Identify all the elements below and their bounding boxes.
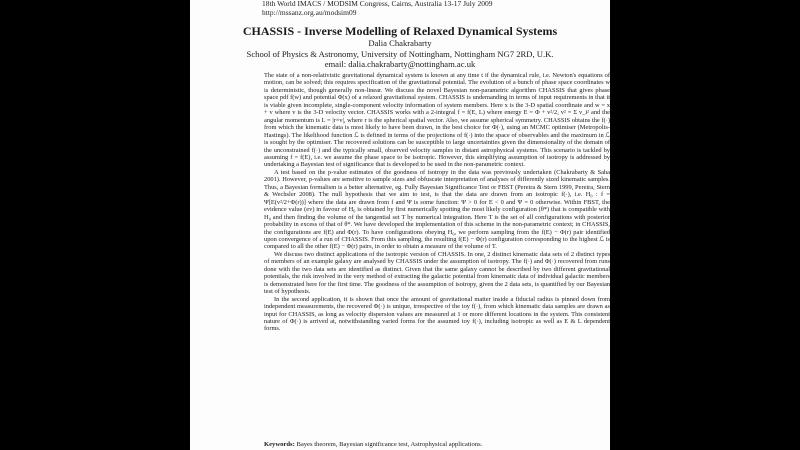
paragraph-1: The state of a non-relativistic gravitational dynamical system is known at any time t if the dynamical rule, i.e. Newton's equations of motion, can be solved; this requires specification of the gravitational potential. The evolution of a bunch of phase space coordinates w is deterministic, though generally non-linear. We discuss the novel Bayesian non-parametric algorithm CHASSIS that gives phase space pdf f(w) and potential Φ(x) of a relaxed gravitational system. CHASSIS is undemanding in terms of input requirements in that it is viable given incomplete, single-component velocity information of system members. Here x is the 3-D spatial coordinate and w = x + v where v is the 3-D velocity vector. CHASSIS works with a 2-integral f = f(E, L) where energy E = Φ + v²/2, v² = Σ v_i² and the angular momentum is L = |r×v|, where r is the spherical spatial vector. Also, we assume spherical symmetry. CHASSIS obtains the f(·) from which the kinematic data is most likely to have been drawn, in the best choice for Φ(·), using an MCMC optimiser (Metropolis-Hastings). The likelihood function ℒ is defined in terms of the projections of f(·) into the space of observables and the maximum in ℒ is sought by the optimiser. The recovered solutions can be susceptible to large uncertainties given the dimensionality of the domain of the unconstrained f(·) and the typically small, observed velocity samples in distant astrophysical systems. This scenario is tackled by assuming f = f(E), i.e. we assume the phase space to be isotropic. However, this simplifying assumption of isotropy is addressed by undertaking a Bayesian test of significance that is developed to be used in the non-parametric context. xyxy=(264,72,610,169)
email[interactable]: email: dalia.chakrabarty@nottingham.ac.uk xyxy=(324,59,476,70)
keywords-text: Bayes theorem, Bayesian significance test, Astrophysical applications. xyxy=(296,441,483,448)
paper-page xyxy=(190,0,610,450)
keywords xyxy=(264,441,482,449)
author-name: Dalia Chakrabarty xyxy=(368,38,432,48)
affiliation: School of Physics & Astronomy, University of Nottingham, Nottingham NG7 2RD, U.K. xyxy=(246,48,554,59)
paragraph-4: In the second application, it is shown that once the amount of gravitational matter inside a fiducial radius is pinned down from independent measurements, the recovered Φ(·) is unique, irrespective of the toy f(·), from which kinematic data samples are drawn as input for CHASSIS, as long as velocity dispersion values are measured at 1 or more different locations in the system. This consistent nature of Φ(·) is arrived at, notwithstanding varied forms for the assumed toy f(·), including isotropic as well as E & L dependent forms. xyxy=(264,295,610,333)
conference-url[interactable]: http://mssanz.org.au/modsim09 xyxy=(262,7,357,17)
keywords-label: Keywords: xyxy=(264,441,295,448)
title-block xyxy=(190,24,610,70)
paragraph-3: We discuss two distinct applications of the isotropic version of CHASSIS. In one, 2 distinct kinematic data sets of 2 distinct types of members of an example galaxy are analysed by CHASSIS under the assumption of isotropy. The f(·) and Φ(·) recovered from runs done with the two data sets are identified as distinct. Given that the same galaxy cannot be described by two different gravitational potentials, the risk involved in the very method of extracting the galactic potential from kinematic data of individual galactic members is demonstrated here for the first time. The goodness of the assumption of isotropy, given the 2 data sets, is quantified by our Bayesian test of hypothesis. xyxy=(264,250,610,296)
paper-title: CHASSIS - Inverse Modelling of Relaxed Dynamical Systems xyxy=(242,24,558,38)
conference-line: 18th World IMACS / MODSIM Congress, Cairns, Australia 13-17 July 2009 xyxy=(262,0,493,8)
paragraph-2: A test based on the p-value estimates of the goodness of isotropy in the data was previously undertaken (Chakrabarty & Saha 2001). However, p-values are sensitive to sample sizes and obfuscate interpretation of analyses of differently sized kinematic samples. Thus, a Bayesian formalism is a better alternative, eg. Fully Bayesian Significance Test or FBST (Pereira & Stern 1999, Pereira, Stern & Wechsler 2008). The null hypothesis that we aim to test, is that the data are drawn from an isotropic f(·), i.e. H₀ : f = Ψ[E(v²/2+Φ(r))] where the data are drawn from f and Ψ is some function: Ψ > 0 for E < 0 and Ψ = 0 otherwise. Within FBST, the evidence value (ev) in favour of H₀ is obtained by first numerically spotting the most likely configuration (θ*) that is compatible with H₀ and then finding the volume of the tangential set T by numerical integration. Here T is the set of all configurations with posterior probability in excess of that of θ*. We have developed the implementation of this scheme in the non-parametric context; in CHASSIS, the configurations are f(E) and Φ(r). To have configurations obeying H₀, we perform sampling from the f(E) − Φ(r) pair identified upon convergence of a run of CHASSIS. From this sampling, the resulting f(E) − Φ(r) configuration corresponding to the highest ℒ is compared to all the other f(E) − Φ(r) pairs, in order to obtain a measure of the volume of T. xyxy=(264,168,610,251)
abstract-body xyxy=(264,72,610,333)
conference-header xyxy=(262,0,493,17)
